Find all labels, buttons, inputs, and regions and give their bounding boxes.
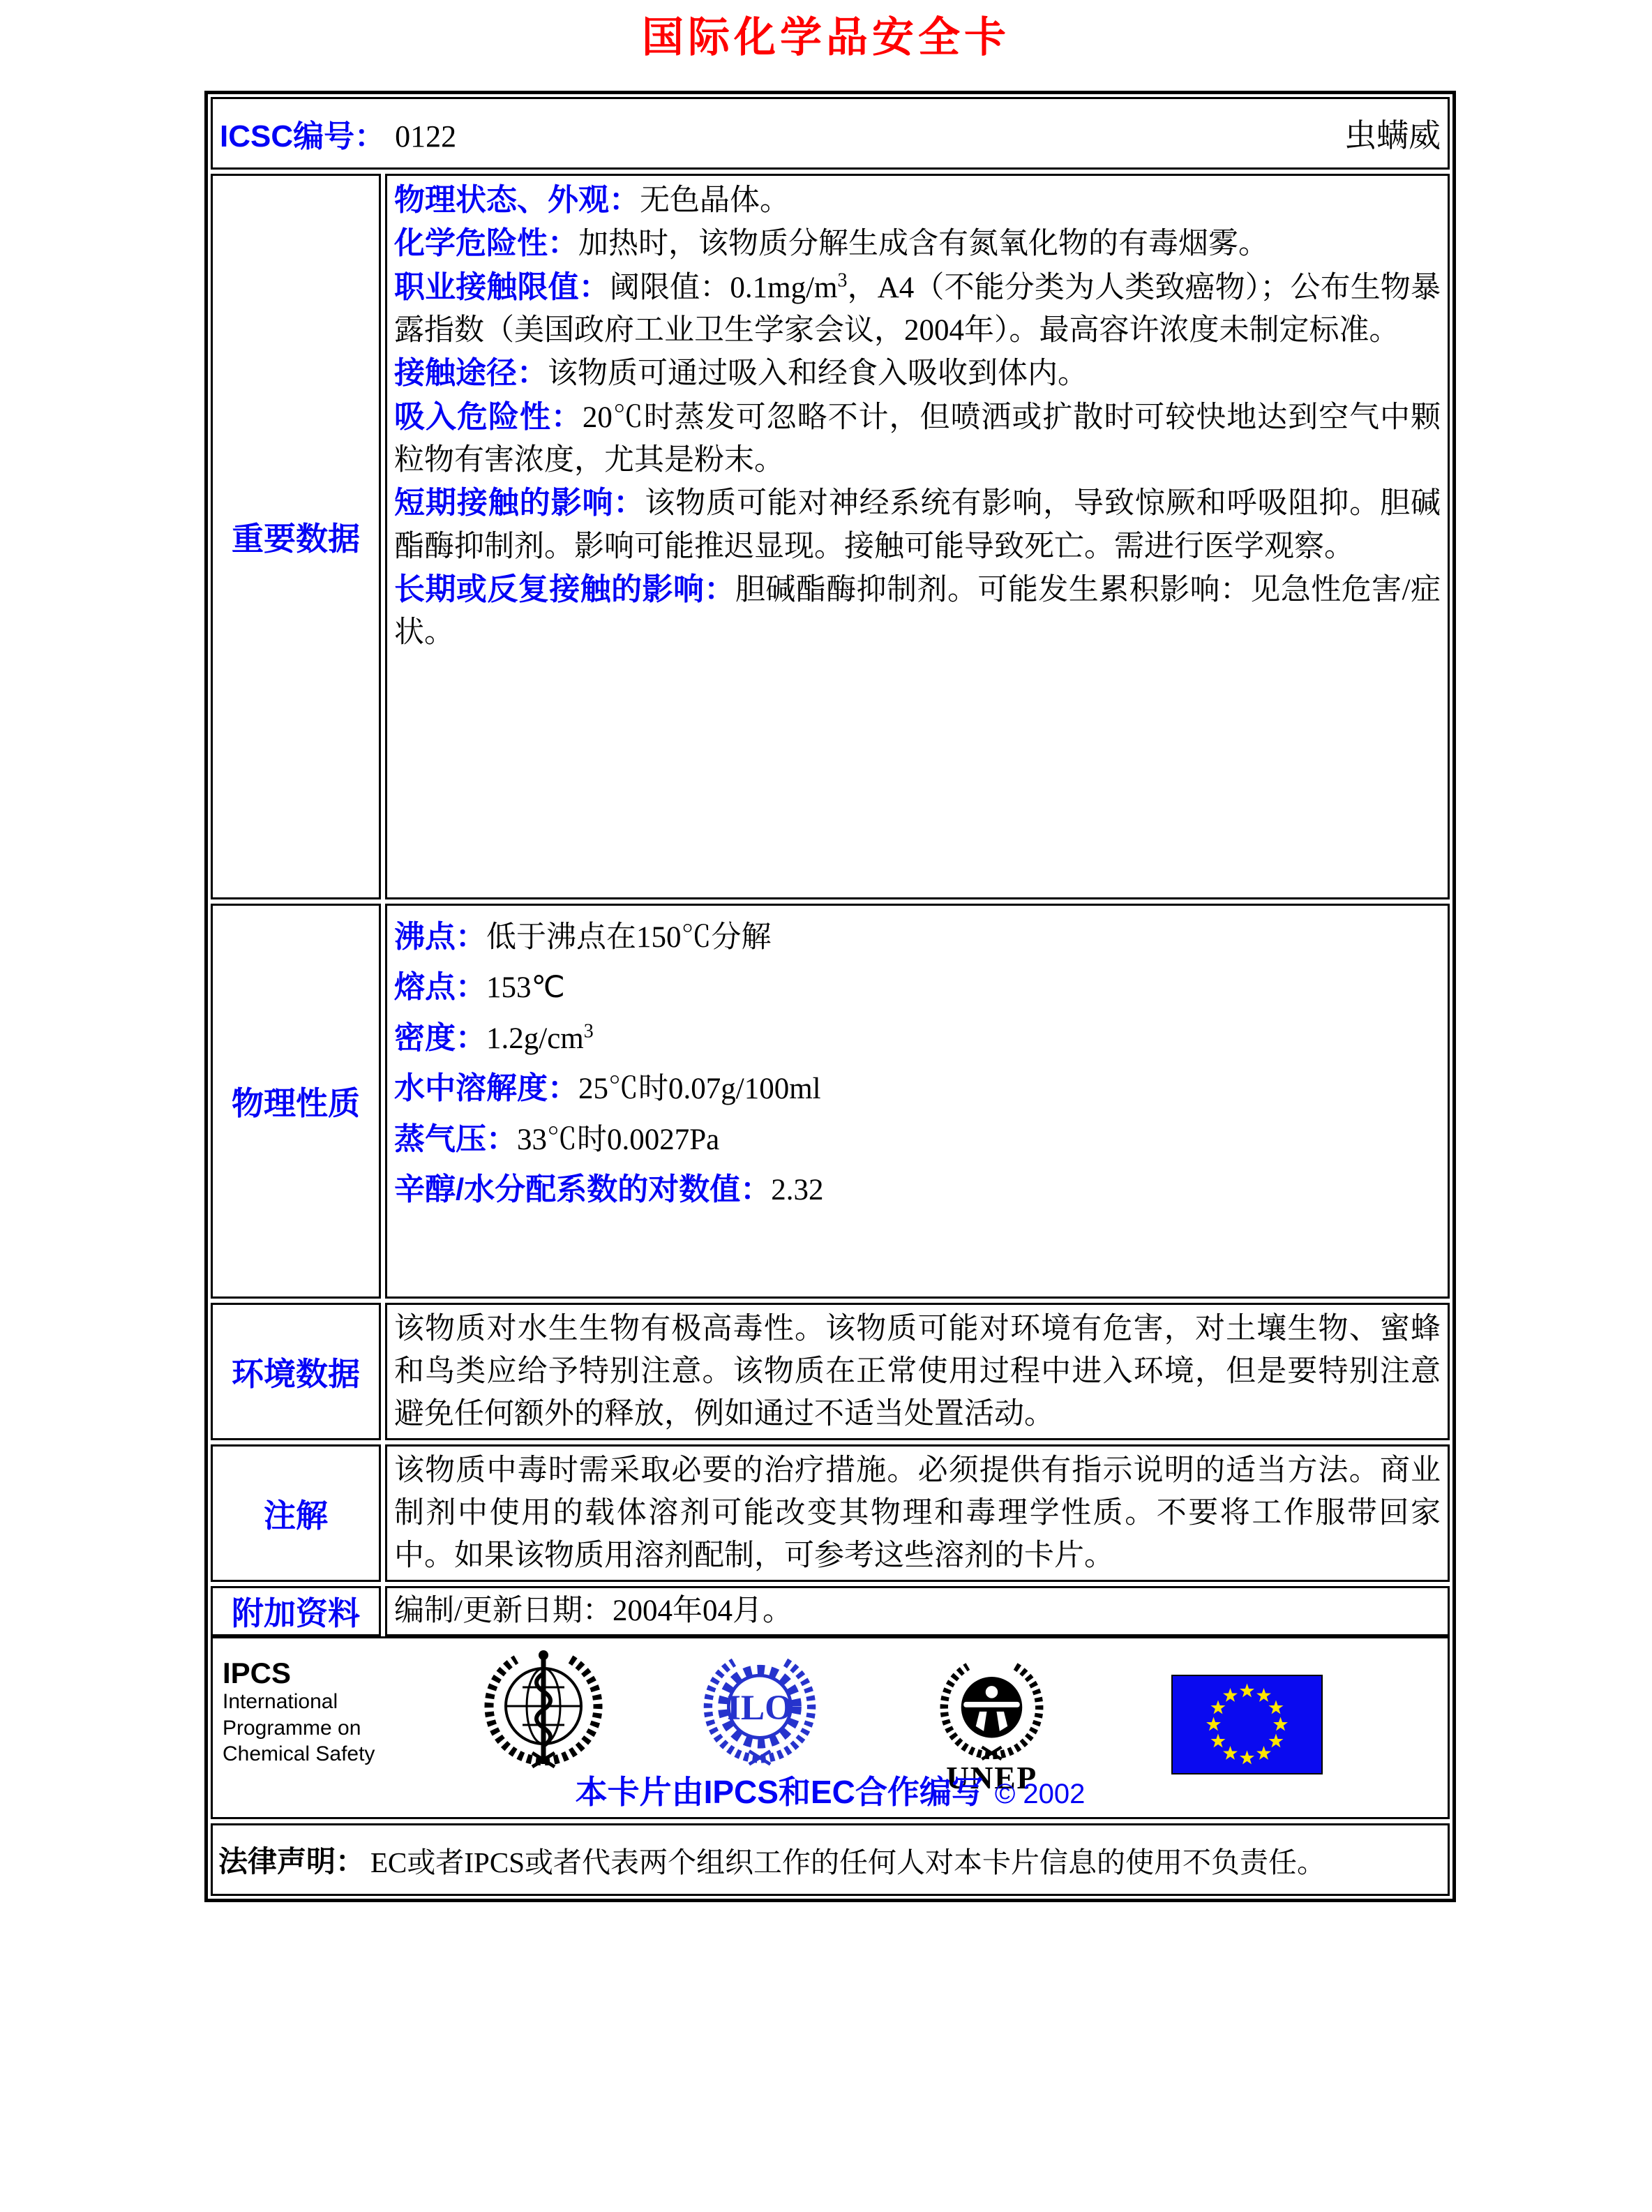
ipcs-text-block xyxy=(223,1645,432,1768)
text-line xyxy=(394,179,1441,222)
field-text: 33℃时0.0027Pa xyxy=(517,1123,720,1156)
text-line xyxy=(394,481,1441,568)
text-line xyxy=(394,1118,1441,1161)
ipcs-subtitle-line1: International xyxy=(223,1690,338,1714)
text-line xyxy=(394,1168,1441,1211)
cooperation-caption xyxy=(213,1767,1448,1813)
section-row-important-data xyxy=(211,174,1450,899)
text-line xyxy=(394,1449,1441,1577)
section-rows xyxy=(211,174,1450,1636)
field-text: ，A4（不能分类为人类致癌物）；公布生物暴露指数（美国政府工业卫生学家会议，2004年）。最高容许浓度未制定标准。 xyxy=(394,271,1441,348)
legal-cell xyxy=(211,1823,1450,1896)
chemical-name: 虫螨威 xyxy=(1344,118,1441,154)
field-label: 短期接触的影响： xyxy=(394,486,645,521)
field-text: 无色晶体。 xyxy=(640,184,790,217)
svg-text:ILO: ILO xyxy=(726,1688,793,1728)
section-row-environmental-data xyxy=(211,1303,1450,1440)
icsc-number-value: 0122 xyxy=(395,119,457,154)
field-text: 2.32 xyxy=(771,1174,824,1207)
section-row-notes xyxy=(211,1444,1450,1582)
icsc-number-group xyxy=(220,111,456,156)
field-label: 蒸气压： xyxy=(394,1121,517,1156)
field-text: 阈限值：0.1mg/m xyxy=(609,271,838,304)
text-line xyxy=(394,1590,1441,1632)
cooperation-caption-text: 本卡片由IPCS和EC合作编写 xyxy=(575,1774,984,1811)
text-line xyxy=(394,916,1441,959)
text-line xyxy=(394,1067,1441,1110)
field-label: 吸入危险性： xyxy=(394,399,583,434)
legal-notice-label: 法律声明： xyxy=(218,1845,366,1878)
text-line xyxy=(394,1308,1441,1435)
field-label: 沸点： xyxy=(394,920,486,954)
page-title: 国际化学品安全卡 xyxy=(642,14,1010,61)
text-line xyxy=(394,222,1441,265)
section-label-notes: 注解 xyxy=(211,1444,381,1582)
section-row-additional-info xyxy=(211,1586,1450,1636)
who-emblem-icon xyxy=(474,1647,613,1786)
section-content-notes xyxy=(385,1444,1450,1582)
copyright-year: © 2002 xyxy=(994,1779,1086,1810)
field-label: 职业接触限值： xyxy=(394,269,610,304)
field-text: 加热时，该物质分解生成含有氮氧化物的有毒烟雾。 xyxy=(578,227,1268,261)
field-label: 辛醇/水分配系数的对数值： xyxy=(394,1172,772,1207)
section-label-environmental-data: 环境数据 xyxy=(211,1303,381,1440)
superscript: 3 xyxy=(837,269,848,292)
field-text: 25℃时0.07g/100ml xyxy=(578,1073,821,1106)
field-label: 水中溶解度： xyxy=(394,1071,578,1106)
field-text: 该物质中毒时需采取必要的治疗措施。必须提供有指示说明的适当方法。商业制剂中使用的载体溶剂可能改变其物理和毒理学性质。不要将工作服带回家中。如果该物质用溶剂配制，可参考这些溶剂的卡片。 xyxy=(394,1454,1441,1573)
section-content-environmental-data xyxy=(385,1303,1450,1440)
superscript: 3 xyxy=(583,1020,594,1043)
ilo-emblem-icon xyxy=(693,1647,826,1786)
field-label: 长期或反复接触的影响： xyxy=(394,571,735,606)
field-text: 该物质对水生生物有极高毒性。该物质可能对环境有危害，对土壤生物、蜜蜂和鸟类应给予特别注意。该物质在正常使用过程中进入环境，但是要特别注意避免任何额外的释放，例如通过不适当处置活动。 xyxy=(394,1313,1441,1431)
eu-flag-icon xyxy=(1171,1675,1323,1774)
field-label: 密度： xyxy=(394,1020,486,1055)
logos-row xyxy=(211,1636,1450,1819)
field-label: 化学危险性： xyxy=(394,226,578,261)
unep-caption: UNEP xyxy=(946,1760,1037,1796)
text-line xyxy=(394,352,1441,395)
field-text: 胆碱酯酶抑制剂。可能发生累积影响：见急性危害/症状。 xyxy=(394,573,1441,650)
field-text: 该物质可能对神经系统有影响，导致惊厥和呼吸阻抑。胆碱酯酶抑制剂。影响可能推迟显现。接触可能导致死亡。需进行医学观察。 xyxy=(394,487,1441,563)
ipcs-subtitle-line3: Chemical Safety xyxy=(223,1742,375,1766)
safety-card-table xyxy=(204,91,1456,1902)
text-line xyxy=(394,396,1441,482)
header-row xyxy=(211,97,1450,170)
section-label-additional-info: 附加资料 xyxy=(211,1586,381,1636)
field-label: 熔点： xyxy=(394,970,486,1005)
field-label: 物理状态、外观： xyxy=(394,183,640,217)
icsc-number-label: ICSC编号： xyxy=(220,119,386,154)
field-text: 低于沸点在150℃分解 xyxy=(486,921,772,954)
text-line xyxy=(394,966,1441,1009)
legal-notice-text: EC或者IPCS或者代表两个组织工作的任何人对本卡片信息的使用不负责任。 xyxy=(370,1846,1326,1878)
text-line xyxy=(394,266,1441,352)
section-label-physical-properties: 物理性质 xyxy=(211,904,381,1299)
ipcs-title: IPCS xyxy=(223,1657,292,1690)
ipcs-subtitle-line2: Programme on xyxy=(223,1716,361,1740)
text-line xyxy=(394,568,1441,655)
field-text: 编制/更新日期：2004年04月。 xyxy=(394,1594,793,1628)
field-text: 153℃ xyxy=(486,971,565,1005)
section-content-physical-properties xyxy=(385,904,1450,1299)
section-label-important-data: 重要数据 xyxy=(211,174,381,899)
field-text: 该物质可通过吸入和经食入吸收到体内。 xyxy=(548,357,1088,391)
legal-row xyxy=(211,1823,1450,1896)
logos-cell xyxy=(211,1636,1450,1819)
section-content-additional-info xyxy=(385,1586,1450,1636)
section-row-physical-properties xyxy=(211,904,1450,1299)
field-label: 接触途径： xyxy=(394,356,548,391)
field-text: 1.2g/cm xyxy=(486,1022,584,1055)
header-cell xyxy=(211,97,1450,170)
text-line xyxy=(394,1017,1441,1060)
section-content-important-data xyxy=(385,174,1450,899)
field-text: 20℃时蒸发可忽略不计，但喷洒或扩散时可较快地达到空气中颗粒物有害浓度，尤其是粉末。 xyxy=(394,401,1441,477)
